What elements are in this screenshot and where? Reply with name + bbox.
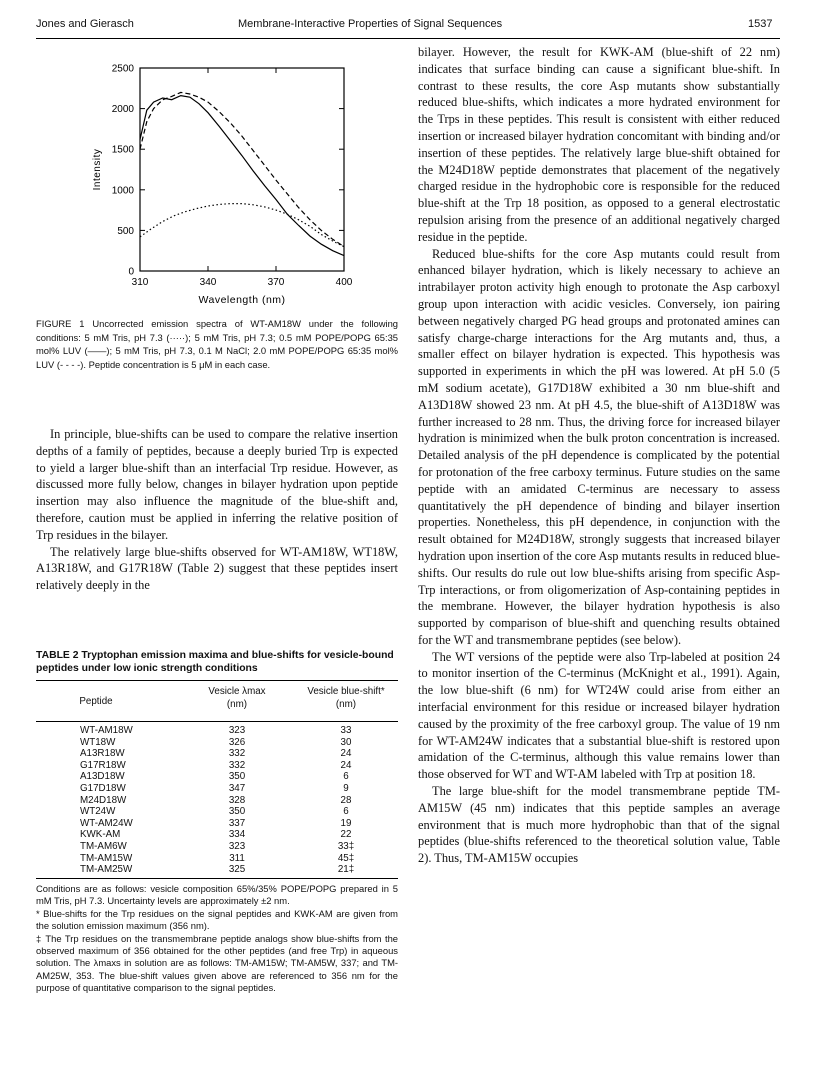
right-paragraph: The WT versions of the peptide were also Trp-labeled at position 24 to monitor insertion of the C-terminus (McKnight et al., 1991). Again, the low blue-shift (6 nm) for WT24W could arise from either an interfacial environment for this residue or increased bilayer hydration caused by the proximity of the free carboxyl group. The value of 19 nm for WT-AM24W indicates that a substantial blue-shift is restored upon amidation of the C-terminus, although this value remains lower than those observed for WT and WT-AM labeled with Trp at position 18.	[418, 649, 780, 782]
right-paragraph: bilayer. However, the result for KWK-AM (blue-shift of 22 nm) indicates that surface binding can cause a significant blue-shift. In contrast to these results, the core Asp mutants show substantially reduced blue-shifts, which indicates a more hydrated environment for the Trps in these peptides. This result is consistent with either reduced insertion or increased bilayer hydration concomitant with binding and/or insertion of these peptides. The relatively large blue-shift obtained for the M24D18W peptide demonstrates that placement of the negatively charged residue in the hydrophobic core is responsible for the reduced blue-shift at the Trp 18 position, as opposed to a general electrostatic repulsion arising from the presence of an additional negatively charged residue in the peptide.	[418, 45, 780, 244]
cell-blue-shift: 33	[340, 725, 352, 736]
cell-peptide: A13R18W	[80, 748, 125, 760]
header-rule	[36, 38, 780, 39]
table-row	[36, 771, 398, 783]
cell-blue-shift: 9	[343, 782, 349, 794]
table-row	[36, 725, 398, 737]
table-note: Conditions are as follows: vesicle composition 65%/35% POPE/POPG prepared in 5 mM Tris, pH 7.3. Uncertainty levels are approximately ±2 nm.	[36, 883, 398, 907]
series-line-dashed	[140, 92, 344, 246]
table-row	[36, 783, 398, 795]
table-header	[36, 681, 398, 721]
cell-lambda-max: 337	[228, 817, 246, 829]
cell-blue-shift: 33‡	[337, 840, 355, 852]
cell-peptide: WT18W	[80, 736, 116, 748]
table-2-title: TABLE 2 Tryptophan emission maxima and blue-shifts for vesicle-bound peptides under low ionic strength conditions	[36, 650, 394, 674]
cell-lambda-max: 332	[228, 748, 246, 760]
cell-peptide: G17R18W	[80, 759, 126, 771]
cell-blue-shift: 21‡	[337, 864, 355, 876]
cell-peptide: TM-AM25W	[80, 864, 133, 876]
y-tick-label: 1000	[111, 185, 134, 197]
table-row	[36, 829, 398, 841]
cell-lambda-max: 328	[228, 794, 246, 806]
table-row	[36, 760, 398, 772]
cell-peptide: M24D18W	[80, 794, 127, 806]
cell-lambda-max: 323	[228, 725, 246, 736]
y-tick-label: 500	[117, 225, 134, 237]
page-number: 1537	[748, 18, 773, 30]
table-row	[36, 806, 398, 818]
table-body	[36, 722, 398, 876]
table-2	[36, 680, 398, 879]
cell-lambda-max: 347	[228, 782, 246, 794]
table-row	[36, 864, 398, 876]
cell-peptide: TM-AM15W	[80, 852, 133, 864]
table-row	[36, 748, 398, 760]
col-header-lambda-label: Vesicle λmax	[208, 686, 266, 697]
x-axis-label: Wavelength (nm)	[198, 294, 286, 306]
cell-lambda-max: 326	[228, 736, 246, 748]
table-note: * Blue-shifts for the Trp residues on the signal peptides and KWK-AM are given from the solution emission maximum (356 nm).	[36, 907, 398, 932]
series-line-solid	[140, 96, 344, 256]
cell-lambda-max: 350	[228, 806, 246, 818]
col-header-shift-label: Vesicle blue-shift*	[307, 686, 385, 697]
emission-spectra-plot	[86, 60, 386, 310]
col-header-lambda-unit: (nm)	[226, 699, 248, 710]
cell-peptide: TM-AM6W	[80, 840, 127, 852]
table-row	[36, 841, 398, 853]
right-paragraph: The large blue-shift for the model transmembrane peptide TM-AM15W (45 nm) indicates that this peptide samples an average environment that is much more hydrophobic than that of the signal peptides (blue-shifts referenced to the theoretical solution value, Table 2). Thus, TM-AM15W occupies	[418, 784, 780, 866]
cell-lambda-max: 323	[228, 840, 246, 852]
y-axis-label: Intensity	[92, 148, 103, 191]
cell-blue-shift: 30	[340, 736, 352, 748]
left-paragraph: The relatively large blue-shifts observed for WT-AM18W, WT18W, A13R18W, and G17R18W (Table 2) suggest that these peptides insert relatively deeply in the	[36, 544, 398, 593]
cell-peptide: G17D18W	[80, 782, 126, 794]
right-column-text	[418, 44, 780, 867]
cell-blue-shift: 24	[340, 748, 352, 760]
y-tick-label: 1500	[111, 144, 134, 156]
col-header-peptide: Peptide	[79, 696, 113, 707]
cell-peptide: WT-AM18W	[80, 725, 133, 736]
cell-blue-shift: 6	[343, 806, 349, 818]
cell-lambda-max: 334	[228, 829, 246, 841]
x-tick-label: 310	[131, 277, 149, 288]
running-header-title: Membrane-Interactive Properties of Signal Sequences	[238, 18, 503, 30]
cell-peptide: KWK-AM	[80, 829, 121, 841]
table-row	[36, 737, 398, 749]
x-tick-label: 340	[199, 277, 217, 288]
cell-peptide: WT24W	[80, 806, 116, 818]
cell-lambda-max: 311	[229, 852, 245, 864]
cell-blue-shift: 24	[340, 759, 352, 771]
right-paragraph: Reduced blue-shifts for the core Asp mutants could result from enhanced bilayer hydration, which is likely necessary to achieve an intrabilayer proton activity high enough to protonate the Asp carboxyl group upon interaction with acidic vesicles. Conversely, ion pairing between negatively charged PG head groups and protonated amines can satisfy charge-charge interactions for the Arg mutants and, thus, a smaller effect on bilayer hydration is expected. This hypothesis was supported in experiments in which the pH was lowered. At pH 5.0 (5 mM sodium acetate), G17D18W exhibited a 30 nm blue-shift and A13D18W showed 23 nm. At pH 4.5, the blue-shift of A13D18W was further increased to 28 nm. Thus, the driving force for increased bilayer hydration is minimized when the bulk proton concentration is increased. Detailed analysis of the pH dependence is complicated by the potential for protonation of the free carboxy terminus. Future studies on the same peptide with an amidated C-terminus are necessary to assess quantitatively the pH dependence of binding and bilayer insertion properties. Nonetheless, this pH dependence, in conjunction with the result obtained for M24D18W, strongly suggests that increased bilayer hydration upon insertion of the core Asp mutants results in reduced blue-shifts. Our results do rule out low blue-shifts arising from specific Asp-Trp interactions, or from oligomerization of Asp-containing peptides in the membrane. However, the bilayer hydration hypothesis is also supported by comparison of blue-shift and quenching results obtained for the WT and transmembrane peptides (see below).	[418, 246, 780, 647]
cell-lambda-max: 332	[228, 759, 246, 771]
x-tick-label: 400	[335, 277, 353, 288]
table-row	[36, 853, 398, 865]
cell-lambda-max: 350	[228, 771, 246, 783]
cell-blue-shift: 19	[340, 817, 352, 829]
y-tick-label: 2000	[111, 104, 134, 116]
table-note: ‡ The Trp residues on the transmembrane peptide analogs show blue-shifts from the observed maximum of 356 obtained for the other peptides (and free Trp) in aqueous solution. The λmaxs in solution are as follows: TM-AM15W; TM-AM5W, 337; and TM-AM25W, 353. The blue-shift values given above are referenced to 356 nm for the purpose of quantitative comparison to the signal peptides.	[36, 932, 398, 994]
cell-lambda-max: 325	[228, 864, 246, 876]
col-header-shift-unit: (nm)	[335, 699, 357, 710]
series-line-dotted	[140, 204, 344, 247]
cell-peptide: WT-AM24W	[80, 817, 133, 829]
cell-blue-shift: 28	[340, 794, 352, 806]
col-header-lambda	[196, 685, 278, 711]
plot-frame	[140, 68, 344, 271]
table-bottom-rule	[36, 878, 398, 879]
table-row	[36, 795, 398, 807]
left-paragraph: In principle, blue-shifts can be used to compare the relative insertion depths of a family of peptides, because a deeply buried Trp is expected to yield a larger blue-shift than an interfacial Trp residue. However, as discussed more fully below, changes in bilayer hydration upon peptide insertion may also influence the magnitude of the blue-shift and, therefore, caution must be applied in inferring the relative position of Trp residues in the bilayer.	[36, 427, 398, 542]
cell-blue-shift: 6	[343, 771, 349, 783]
table-2-notes	[36, 883, 398, 995]
figure-1-chart	[86, 60, 386, 310]
figure-1-caption: FIGURE 1 Uncorrected emission spectra of WT-AM18W under the following conditions: 5 mM Tris, pH 7.3 (·····); 5 mM Tris, pH 7.3; 0.5 mM POPE/POPG 65:35 mol% LUV (——); 5 mM Tris, pH 7.3, 0.1 M NaCl; 2.0 mM POPE/POPG 65:35 mol% LUV (- - - -). Peptide concentration is 5 μM in each case.	[36, 318, 398, 370]
cell-blue-shift: 45‡	[337, 852, 355, 864]
y-tick-label: 2500	[111, 63, 134, 75]
col-header-blue-shift	[294, 685, 398, 711]
left-column-text	[36, 426, 398, 594]
y-tick-label: 0	[128, 266, 134, 278]
x-tick-label: 370	[267, 277, 285, 288]
table-row	[36, 818, 398, 830]
running-header-authors: Jones and Gierasch	[36, 18, 134, 30]
cell-peptide: A13D18W	[80, 771, 125, 783]
cell-blue-shift: 22	[340, 829, 352, 841]
